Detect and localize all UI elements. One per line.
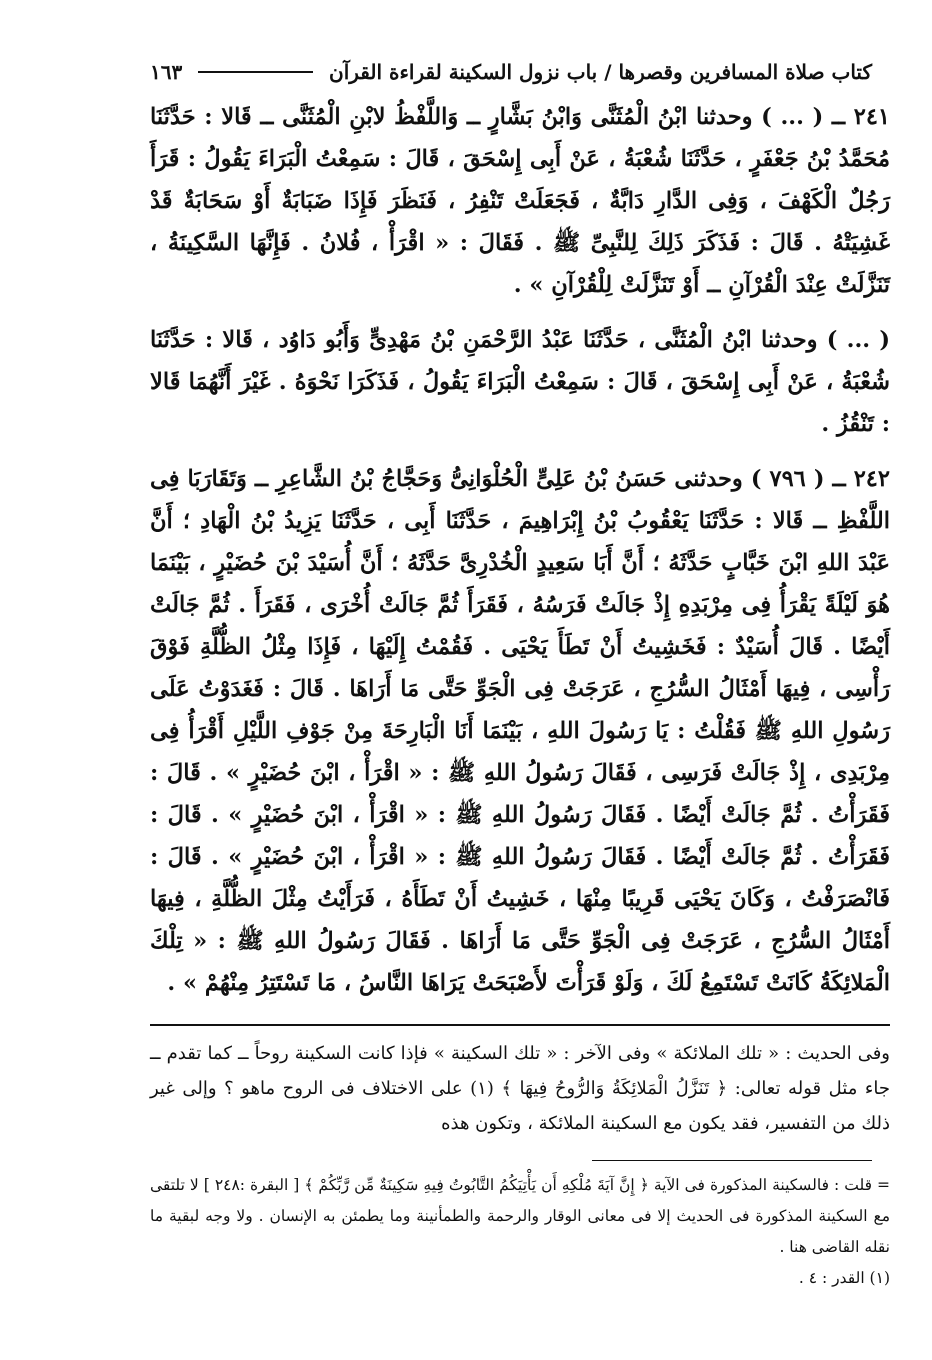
- notes-divider: [150, 1024, 890, 1026]
- hadith-242: ٢٤٢ ــ ( ٧٩٦ ) وحدثنى حَسَنُ بْنُ عَلِىٍّ الْحُلْوَانِىُّ وَحَجَّاجُ بْنُ الشَّاعِرِ ــ وَتَقَارَبَا فِى اللَّفْظِ ــ قَالا : حَدَّثَنَا يَعْقُوبُ بْنُ إِبْرَاهِيمَ ، حَدَّثَنَا أَبِى ، حَدَّثَنَا يَزِيدُ بْنُ الْهَادِ ؛ أَنَّ عَبْدَ اللهِ ابْنَ خَبَّابٍ حَدَّثَهُ ؛ أَنَّ أَبَا سَعِيدٍ الْخُدْرِىَّ حَدَّثَهُ ؛ أَنَّ أُسَيْدَ بْنَ حُضَيْرٍ ، بَيْنَمَا هُوَ لَيْلَةً يَقْرَأُ فِى مِرْبَدِهِ إِذْ جَالَتْ فَرَسُهُ ، فَقَرَأَ ثُمَّ جَالَتْ أُخْرَى ، فَقَرَأَ . ثُمَّ جَالَتْ أَيْضًا . قَالَ أُسَيْدٌ : فَخَشِيتُ أَنْ تَطَأَ يَحْيَى . فَقُمْتُ إِلَيْهَا ، فَإِذَا مِثْلُ الظُّلَّةِ فَوْقَ رَأْسِى ، فِيهَا أَمْثَالُ السُّرُجِ ، عَرَجَتْ فِى الْجَوِّ حَتَّى مَا أَرَاهَا . قَالَ : فَغَدَوْتُ عَلَى رَسُولِ اللهِ ﷺ فَقُلْتُ : يَا رَسُولَ اللهِ ، بَيْنَمَا أَنَا الْبَارِحَةَ مِنْ جَوْفِ اللَّيْلِ أَقْرَأُ فِى مِرْبَدِى ، إِذْ جَالَتْ فَرَسِى ، فَقَالَ رَسُولُ اللهِ ﷺ : « اقْرَأْ ، ابْنَ حُضَيْرٍ » . قَالَ : فَقَرَأْتُ . ثُمَّ جَالَتْ أَيْضًا . فَقَالَ رَسُولُ اللهِ ﷺ : « اقْرَأْ ، ابْنَ حُضَيْرٍ » . قَالَ : فَقَرَأْتُ . ثُمَّ جَالَتْ أَيْضًا . فَقَالَ رَسُولُ اللهِ ﷺ : « اقْرَأْ ، ابْنَ حُضَيْرٍ » . قَالَ : فَانْصَرَفْتُ ، وَكَانَ يَحْيَى قَرِيبًا مِنْهَا ، خَشِيتُ أَنْ تَطَأَهُ ، فَرَأَيْتُ مِثْلَ الظُّلَّةِ ، فِيهَا أَمْثَالُ السُّرُجِ ، عَرَجَتْ فِى الْجَوِّ حَتَّى مَا أَرَاهَا . فَقَالَ رَسُولُ اللهِ ﷺ : « تِلْكَ الْمَلائِكَةُ كَانَتْ تَسْتَمِعُ لَكَ ، وَلَوْ قَرَأْتَ لأَصْبَحَتْ يَرَاهَا النَّاسُ ، مَا تَسْتَتِرُ مِنْهُمْ » .: [150, 466, 890, 996]
- hadith-241: ٢٤١ ــ ( ... ) وحدثنا ابْنُ الْمُثَنَّى وَابْنُ بَشَّارٍ ــ وَاللَّفْظُ لابْنِ الْمُثَنَّى ــ قَالا : حَدَّثَنَا مُحَمَّدُ بْنُ جَعْفَرٍ ، حَدَّثَنَا شُعْبَةُ ، عَنْ أَبِى إِسْحَقَ ، قَالَ : سَمِعْتُ الْبَرَاءَ يَقُولُ : قَرَأَ رَجُلٌ الْكَهْفَ ، وَفِى الدَّارِ دَابَّةٌ ، فَجَعَلَتْ تَنْفِرُ ، فَنَظَرَ فَإِذَا ضَبَابَةٌ أَوْ سَحَابَةٌ قَدْ غَشِيَتْهُ . قَالَ : فَذَكَرَ ذَلِكَ لِلنَّبِىِّ ﷺ . فَقَالَ : « اقْرَأْ ، فُلانُ . فَإِنَّهَا السَّكِينَةُ ، تَنَزَّلَتْ عِنْدَ الْقُرْآنِ ــ أَوْ تَنَزَّلَتْ لِلْقُرْآنِ » .: [150, 104, 890, 298]
- commentary-notes: [150, 1036, 890, 1141]
- footnote-continuation: = قلت : فالسكينة المذكورة فى الآية ﴿ إِنَّ آيَةَ مُلْكِهِ أَن يَأْتِيَكُمُ التَّابُوتُ فِيهِ سَكِينَةٌ مِّن رَّبِّكُمْ ﴾ [ البقرة :٢٤٨ ] لا تلتقى مع السكينة المذكورة فى الحديث إلا فى معانى الوقار والرحمة والطمأنينة وما يطمئن به الإنسان . ولا وجه لبقية ما نقله القاضى هنا .: [150, 1176, 890, 1256]
- hadith-241-variant: ( ... ) وحدثنا ابْنُ الْمُثَنَّى ، حَدَّثَنَا عَبْدُ الرَّحْمَنِ بْنُ مَهْدِىٍّ وَأَبُو دَاوُد ، قَالا : حَدَّثَنَا شُعْبَةُ ، عَنْ أَبِى إِسْحَقَ ، قَالَ : سَمِعْتُ الْبَرَاءَ يَقُولُ ، فَذَكَرَا نَحْوَهُ . غَيْرَ أَنَّهُمَا قَالا : تَنْقُزُ .: [150, 327, 890, 437]
- page-number: ١٦٣: [150, 60, 183, 84]
- footnotes: [150, 1170, 890, 1294]
- footnote-divider: [592, 1160, 872, 1161]
- chapter-title: كتاب صلاة المسافرين وقصرها / باب نزول السكينة لقراءة القرآن: [329, 60, 872, 84]
- commentary-paragraph: وفى الحديث : « تلك الملائكة » وفى الآخر : « تلك السكينة » فإذا كانت السكينة روحاً ــ كما تقدم ــ جاء مثل قوله تعالى: ﴿ تَنَزَّلُ الْمَلائِكَةُ وَالرُّوحُ فِيهَا ﴾ (١) على الاختلاف فى الروح ماهو ؟ وإلى غير ذلك من التفسير، فقد يكون مع السكينة الملائكة ، وتكون هذه: [150, 1043, 890, 1134]
- running-header: [150, 52, 872, 92]
- footnote-1: (١) القدر : ٤ .: [798, 1269, 890, 1287]
- hadith-text: [150, 96, 890, 1017]
- header-rule: [198, 71, 313, 73]
